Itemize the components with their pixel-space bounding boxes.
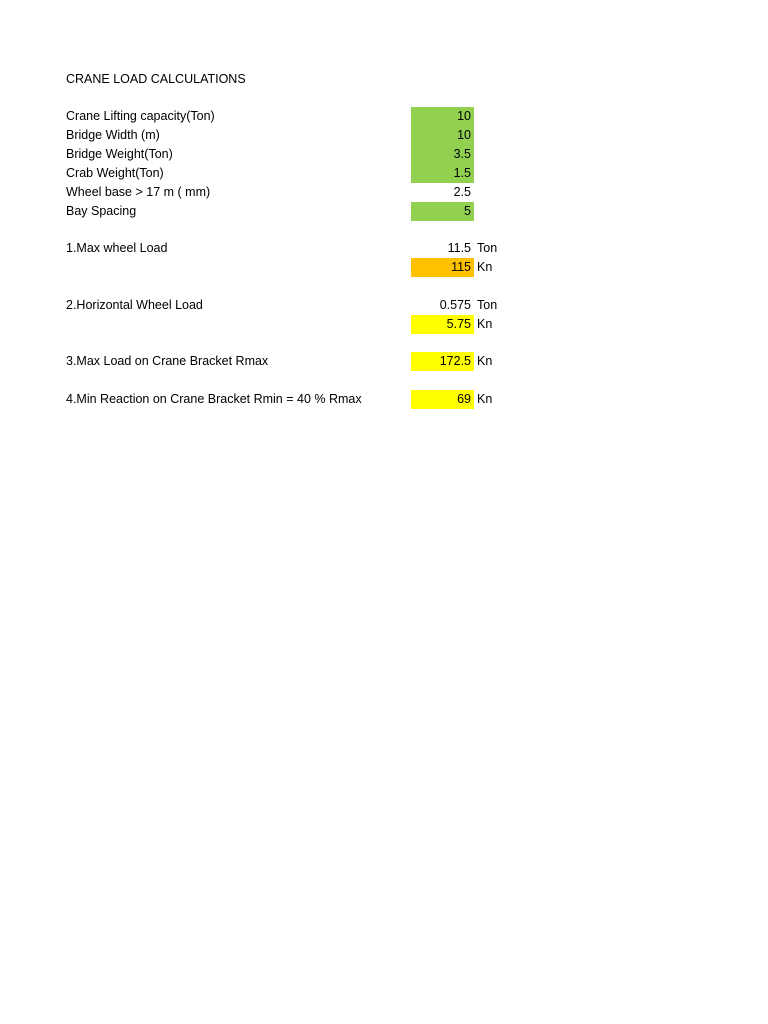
result-value-cell[interactable]: 0.575 [439, 298, 471, 312]
input-row-crab-weight [0, 164, 768, 183]
result-value-cell[interactable]: 115 [411, 258, 474, 277]
input-label: Wheel base > 17 m ( mm) [66, 185, 211, 199]
result-unit: Ton [477, 298, 498, 312]
page-title: CRANE LOAD CALCULATIONS [66, 72, 246, 86]
result-value-cell[interactable]: 69 [411, 390, 474, 409]
title-row [0, 70, 768, 89]
input-value-cell[interactable]: 10 [411, 107, 474, 126]
input-row-bridge-weight [0, 145, 768, 164]
input-label: Crane Lifting capacity(Ton) [66, 109, 215, 123]
result-unit: Kn [477, 392, 493, 406]
input-row-lifting-capacity [0, 107, 768, 126]
input-label: Crab Weight(Ton) [66, 166, 164, 180]
input-label: Bay Spacing [66, 204, 137, 218]
result-row-horizontal-load-ton [0, 296, 768, 315]
input-label: Bridge Weight(Ton) [66, 147, 173, 161]
result-row-horizontal-load-kn [0, 315, 768, 334]
result-unit: Ton [477, 241, 498, 255]
result-label: 4.Min Reaction on Crane Bracket Rmin = 40 % Rmax [66, 392, 362, 406]
input-label: Bridge Width (m) [66, 128, 160, 142]
result-row-max-wheel-load-kn [0, 258, 768, 277]
result-value-cell[interactable]: 11.5 [447, 241, 471, 255]
result-unit: Kn [477, 354, 493, 368]
input-value-cell[interactable]: 2.5 [453, 185, 471, 199]
result-row-max-wheel-load-ton [0, 239, 768, 258]
result-label: 2.Horizontal Wheel Load [66, 298, 203, 312]
result-unit: Kn [477, 260, 493, 274]
input-row-bay-spacing [0, 202, 768, 221]
result-row-rmin [0, 390, 768, 409]
result-label: 1.Max wheel Load [66, 241, 168, 255]
input-value-cell[interactable]: 10 [411, 126, 474, 145]
result-unit: Kn [477, 317, 493, 331]
input-value-cell[interactable]: 1.5 [411, 164, 474, 183]
result-value-cell[interactable]: 172.5 [411, 352, 474, 371]
input-row-wheel-base [0, 183, 768, 202]
input-value-cell[interactable]: 3.5 [411, 145, 474, 164]
result-row-rmax [0, 352, 768, 371]
input-value-cell[interactable]: 5 [411, 202, 474, 221]
result-value-cell[interactable]: 5.75 [411, 315, 474, 334]
result-label: 3.Max Load on Crane Bracket Rmax [66, 354, 269, 368]
input-row-bridge-width [0, 126, 768, 145]
